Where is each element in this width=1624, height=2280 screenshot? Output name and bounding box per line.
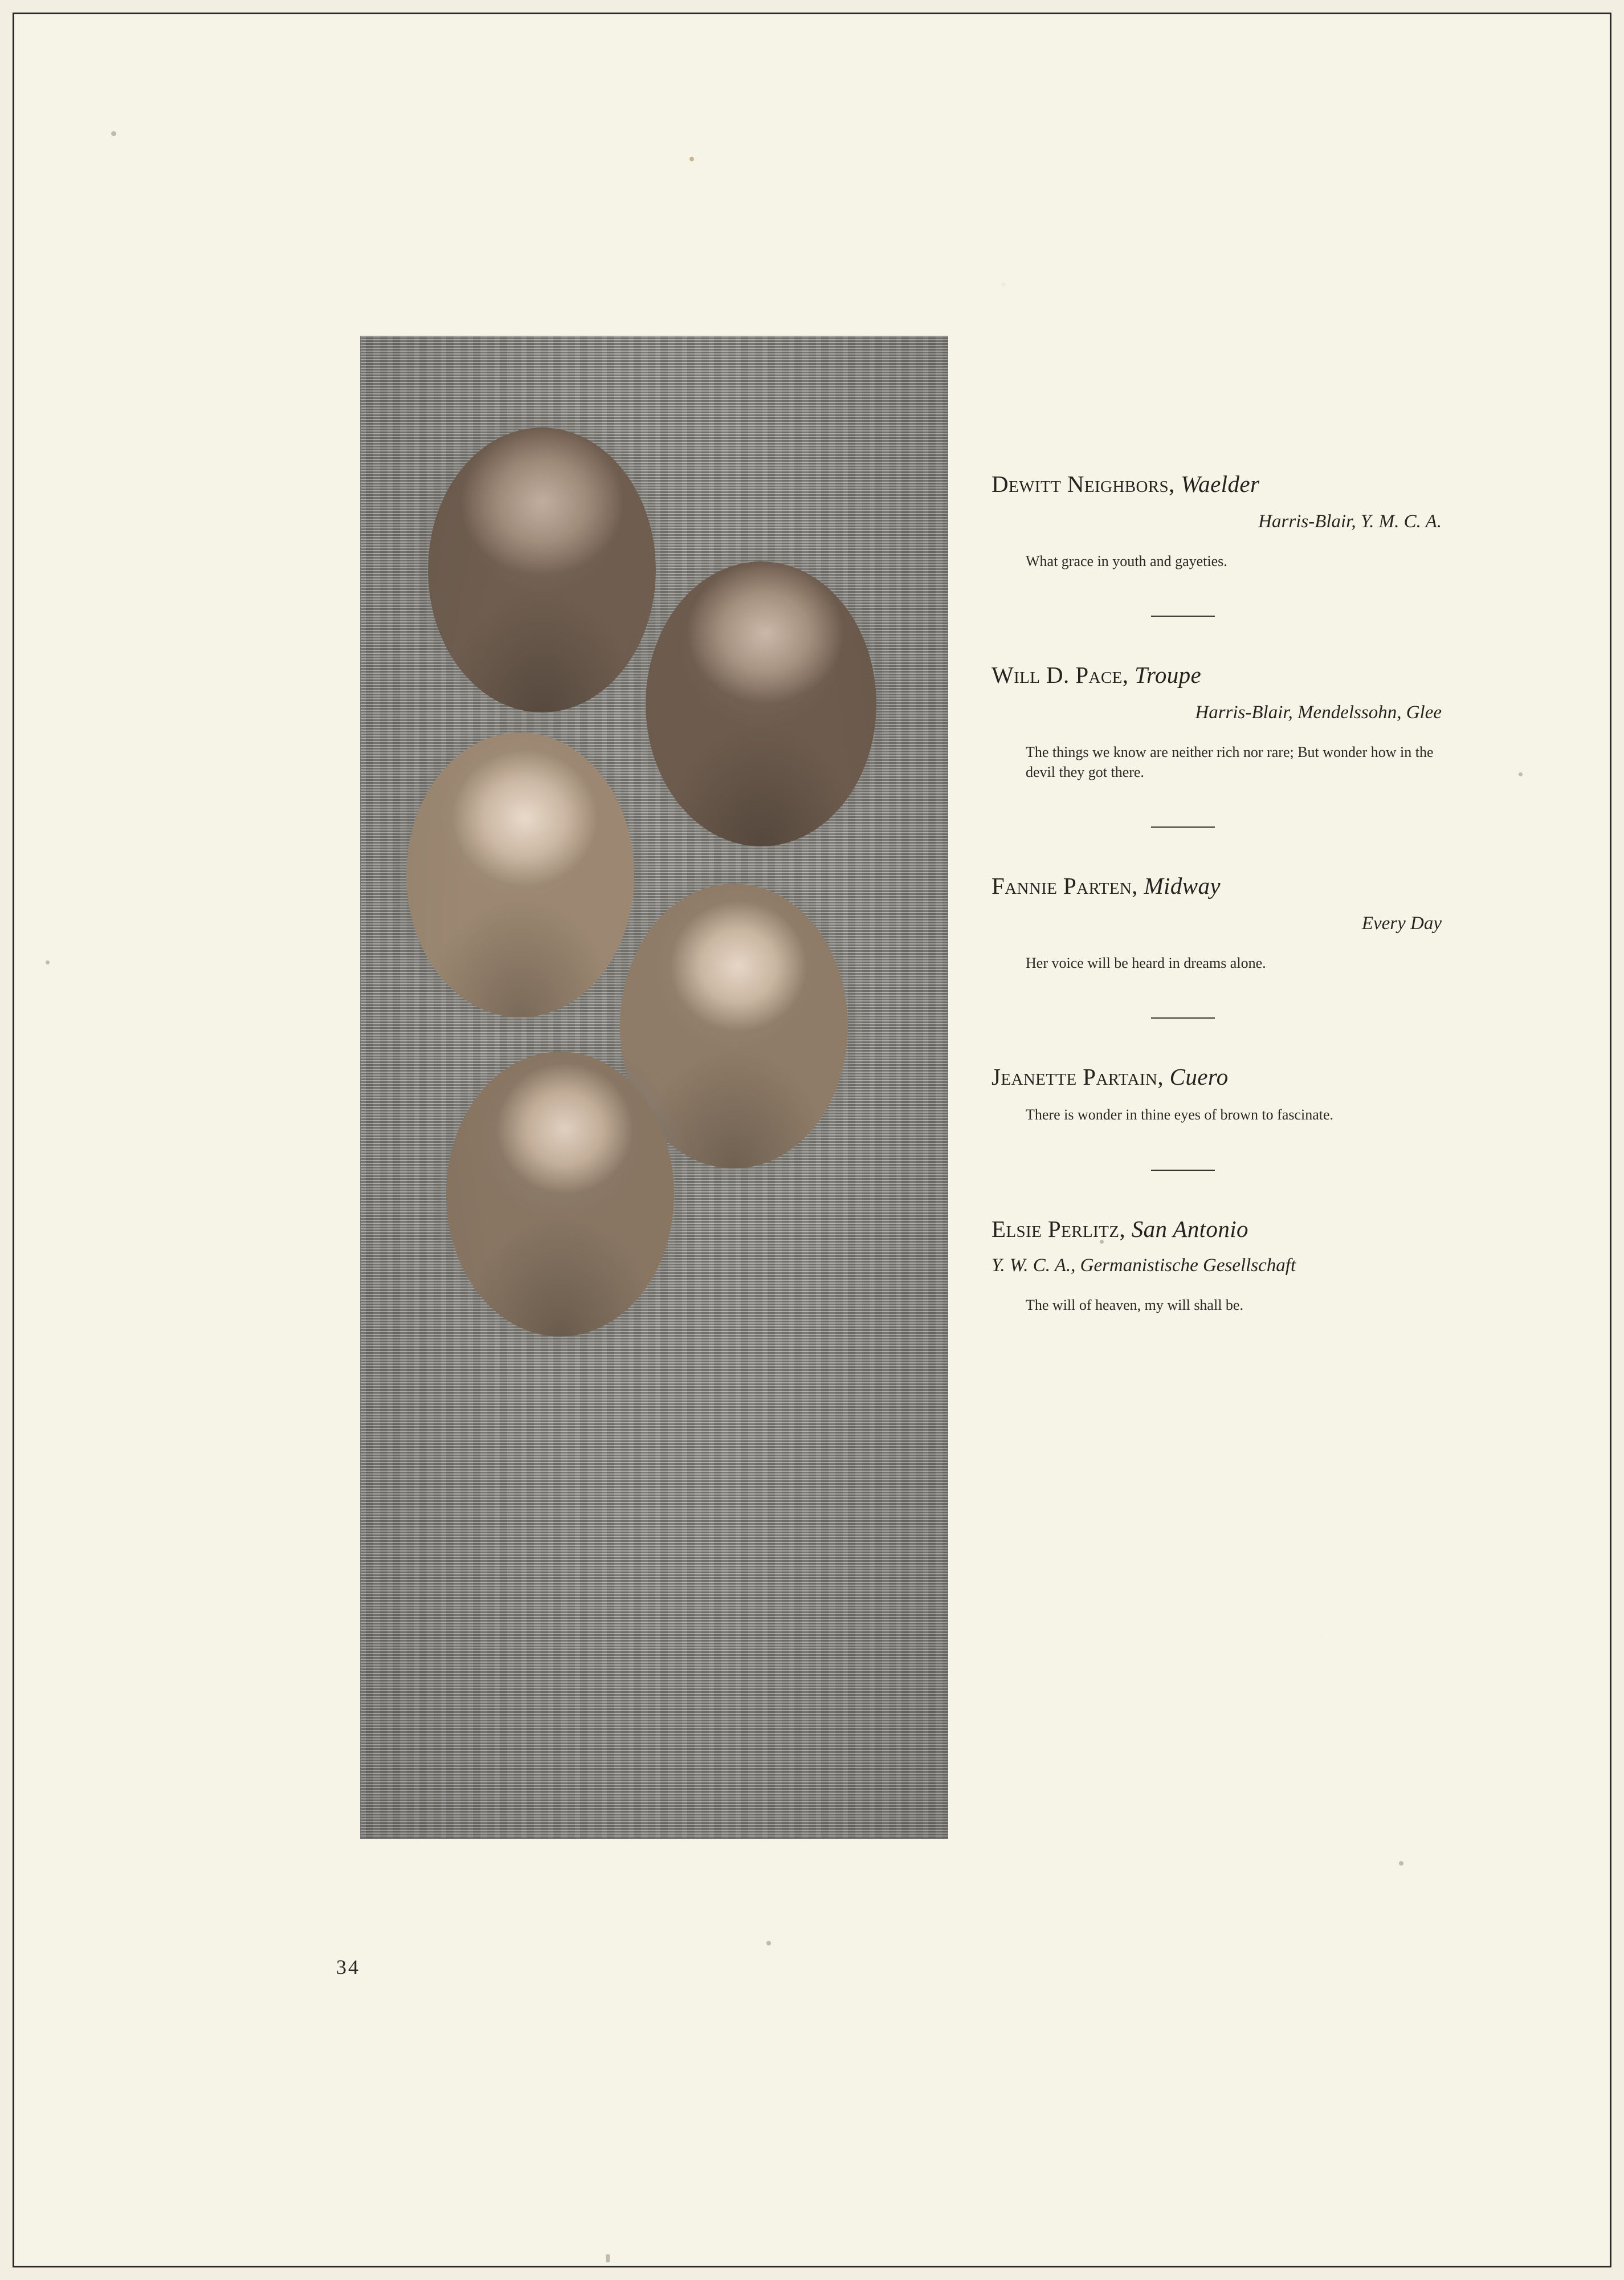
student-entry [991,470,1442,571]
student-name-line [991,661,1442,689]
student-entry [991,661,1442,782]
entry-divider-rule [1151,826,1215,828]
scan-speck [1519,772,1523,776]
student-name: Fannie Parten, [991,872,1138,899]
page-paper [14,14,1610,2266]
student-organizations: Harris-Blair, Mendelssohn, Glee [1195,702,1442,723]
student-hometown: Troupe [1135,662,1202,689]
student-organizations: Y. W. C. A., Germanistische Gesellschaft [991,1255,1296,1276]
scan-speck [1399,1861,1403,1866]
student-hometown: Cuero [1169,1064,1229,1090]
student-motto: The will of heaven, my will shall be. [1026,1296,1243,1313]
student-motto: Her voice will be heard in dreams alone. [1026,954,1266,971]
student-organizations: Harris-Blair, Y. M. C. A. [1258,511,1442,532]
scan-speck [766,1941,771,1945]
student-motto: What grace in youth and gayeties. [1026,553,1227,569]
student-hometown: Waelder [1181,471,1260,497]
student-name-line [991,872,1442,899]
student-name: Elsie Perlitz, [991,1215,1126,1242]
student-name: Dewitt Neighbors, [991,471,1175,497]
student-entries [991,470,1442,1315]
student-organizations: Every Day [1361,913,1442,934]
page-number: 34 [336,1956,360,1978]
entry-divider-rule [1151,616,1215,617]
student-entry [991,1063,1442,1125]
scan-speck [689,157,694,161]
student-entry [991,872,1442,973]
plate-vignette [361,336,948,1838]
scan-speck [46,960,50,964]
student-name-line [991,1215,1442,1243]
student-name-line [991,1063,1442,1090]
student-name-line [991,470,1442,498]
student-motto: There is wonder in thine eyes of brown to fascinate. [1026,1106,1334,1123]
entry-divider-rule [1151,1017,1215,1019]
student-name: Will D. Pace, [991,662,1129,689]
scan-speck [111,131,116,136]
entry-divider-rule [1151,1170,1215,1171]
student-name: Jeanette Partain, [991,1064,1164,1090]
portrait-plate [361,336,948,1838]
student-hometown: San Antonio [1131,1215,1248,1242]
student-entry [991,1215,1442,1315]
student-hometown: Midway [1144,872,1221,899]
student-motto: The things we know are neither rich nor rare; But wonder how in the devil they got there. [1026,744,1434,780]
scan-speck [606,2254,610,2262]
